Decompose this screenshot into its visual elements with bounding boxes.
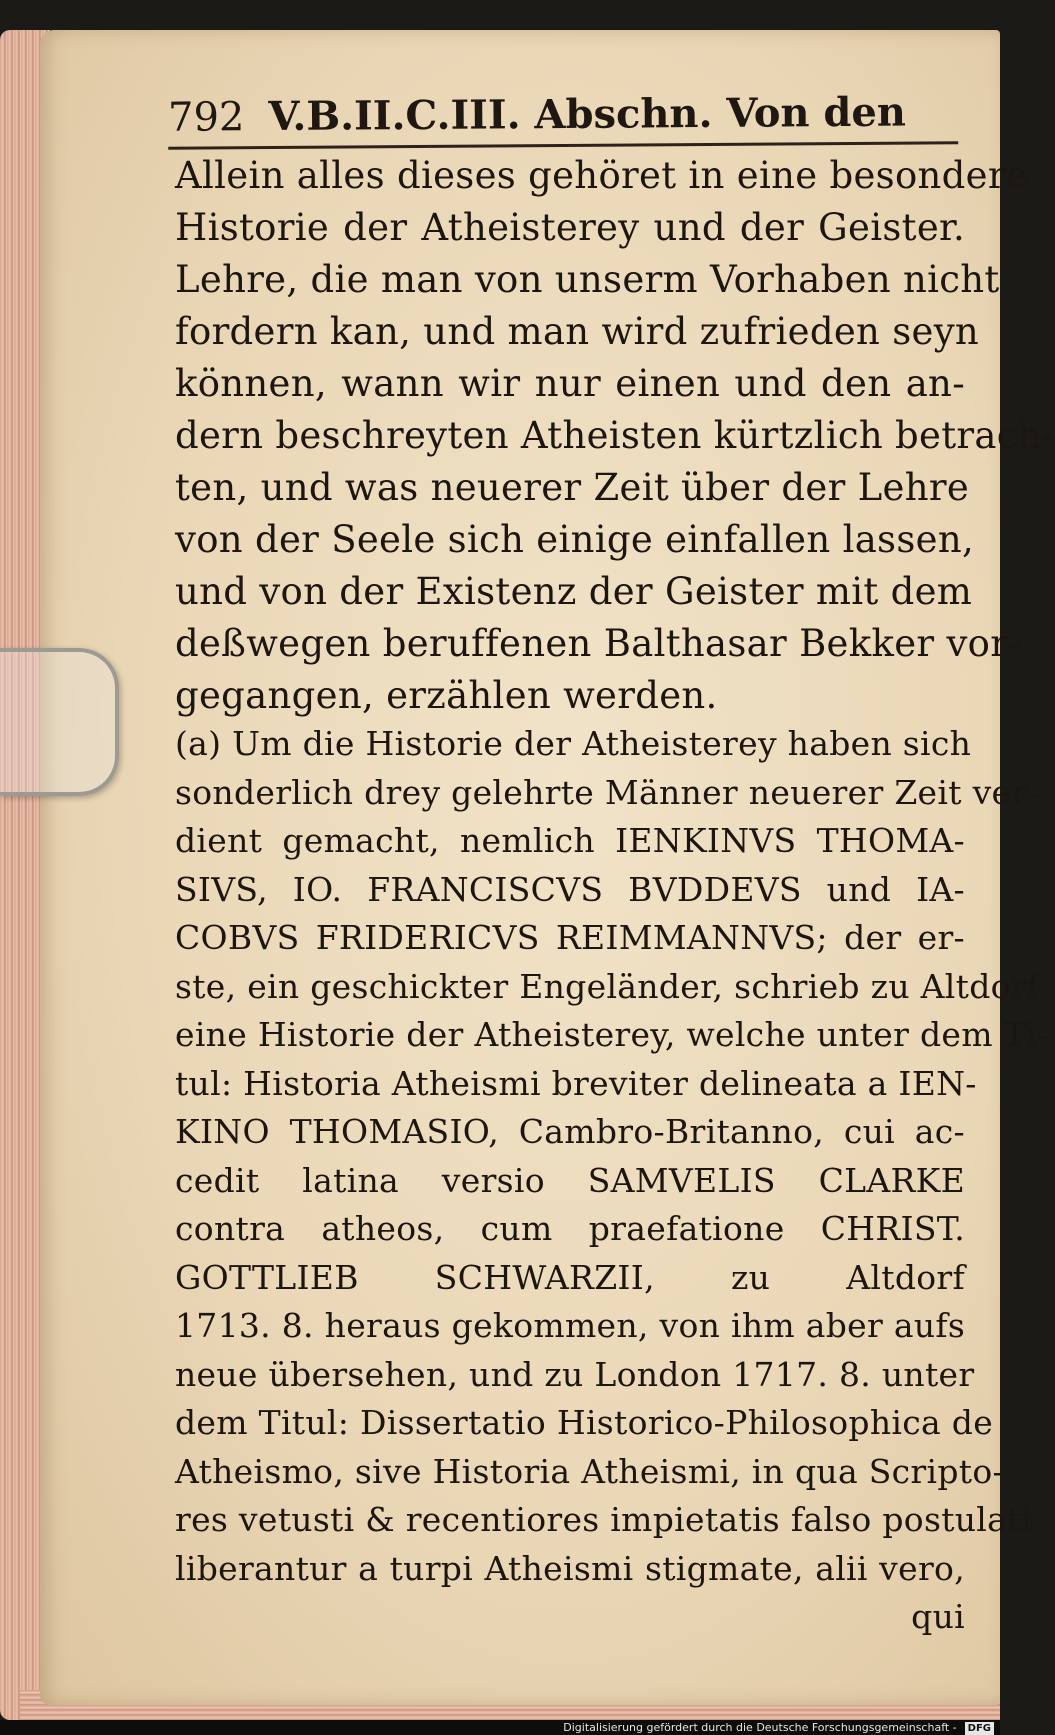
- footnote-line: sonderlich drey gelehrte Männer neuerer Zeit ver-: [175, 772, 1039, 812]
- footnote-line: cedit latina versio SAMVELIS CLARKE: [175, 1160, 965, 1200]
- running-title: V.B.II.C.III. Abschn. Von den: [268, 88, 907, 141]
- digitization-footer: [0, 1720, 1000, 1735]
- body-line: können, wann wir nur einen und den an-: [175, 362, 965, 405]
- footnote-line: contra atheos, cum praefatione CHRIST.: [175, 1209, 965, 1248]
- body-line: deßwegen beruffenen Balthasar Bekker vor-: [175, 622, 1022, 665]
- footnote-line: 1713. 8. heraus gekommen, von ihm aber aufs: [175, 1306, 966, 1345]
- footnote-line: SIVS, IO. FRANCISCVS BVDDEVS und IA-: [175, 869, 965, 909]
- footnote-line: ste, ein geschickter Engeländer, schrieb zu Altdorf: [175, 966, 1040, 1006]
- body-line: Historie der Atheisterey und der Geister.: [175, 206, 965, 249]
- footnote-line: neue übersehen, und zu London 1717. 8. unter: [175, 1354, 975, 1394]
- footnote-line: eine Historie der Atheisterey, welche unter dem Ti-: [175, 1015, 1049, 1054]
- main-text: [175, 150, 1055, 722]
- body-line: Allein alles dieses gehöret in eine besondere: [175, 154, 1029, 197]
- footnote-line: liberantur a turpi Atheismi stigmate, alii vero,: [175, 1548, 965, 1588]
- footnote-line: (a) Um die Historie der Atheisterey haben sich: [175, 724, 972, 763]
- footnote-line: dient gemacht, nemlich IENKINVS THOMA-: [175, 821, 965, 860]
- catchword: qui: [911, 1597, 965, 1636]
- body-line: Lehre, die man von unserm Vorhaben nicht: [175, 258, 1000, 301]
- page-number: 792: [167, 94, 245, 141]
- funding-note: Digitalisierung gefördert durch die Deutsche Forschungsgemeinschaft -: [563, 1721, 957, 1734]
- footnote-line: res vetusti & recentiores impietatis falso postulati: [175, 1500, 1032, 1539]
- page-clip: [0, 648, 119, 796]
- footnote-line: tul: Historia Atheismi breviter delineata a IEN-: [175, 1063, 977, 1103]
- footnote-line: Atheismo, sive Historia Atheismi, in qua Scripto-: [175, 1451, 1004, 1491]
- footnote: [175, 720, 1049, 1642]
- body-line: gegangen, erzählen werden.: [175, 674, 718, 717]
- dfg-logo: DFG: [965, 1722, 994, 1735]
- footnote-line: KINO THOMASIO, Cambro-Britanno, cui ac-: [175, 1112, 965, 1151]
- body-line: ten, und was neuerer Zeit über der Lehre: [175, 466, 970, 509]
- body-line: dern beschreyten Atheisten kürtzlich betrach-: [175, 414, 1055, 457]
- footnote-line: GOTTLIEB SCHWARZII, zu Altdorf: [175, 1257, 965, 1297]
- footnote-line: COBVS FRIDERICVS REIMMANNVS; der er-: [175, 918, 965, 957]
- body-line: und von der Existenz der Geister mit dem: [175, 570, 973, 613]
- body-line: fordern kan, und man wird zufrieden seyn: [175, 310, 980, 353]
- footnote-line: dem Titul: Dissertatio Historico-Philosophica de: [175, 1403, 994, 1442]
- running-header: [168, 75, 958, 150]
- body-line: von der Seele sich einige einfallen lassen,: [175, 518, 975, 561]
